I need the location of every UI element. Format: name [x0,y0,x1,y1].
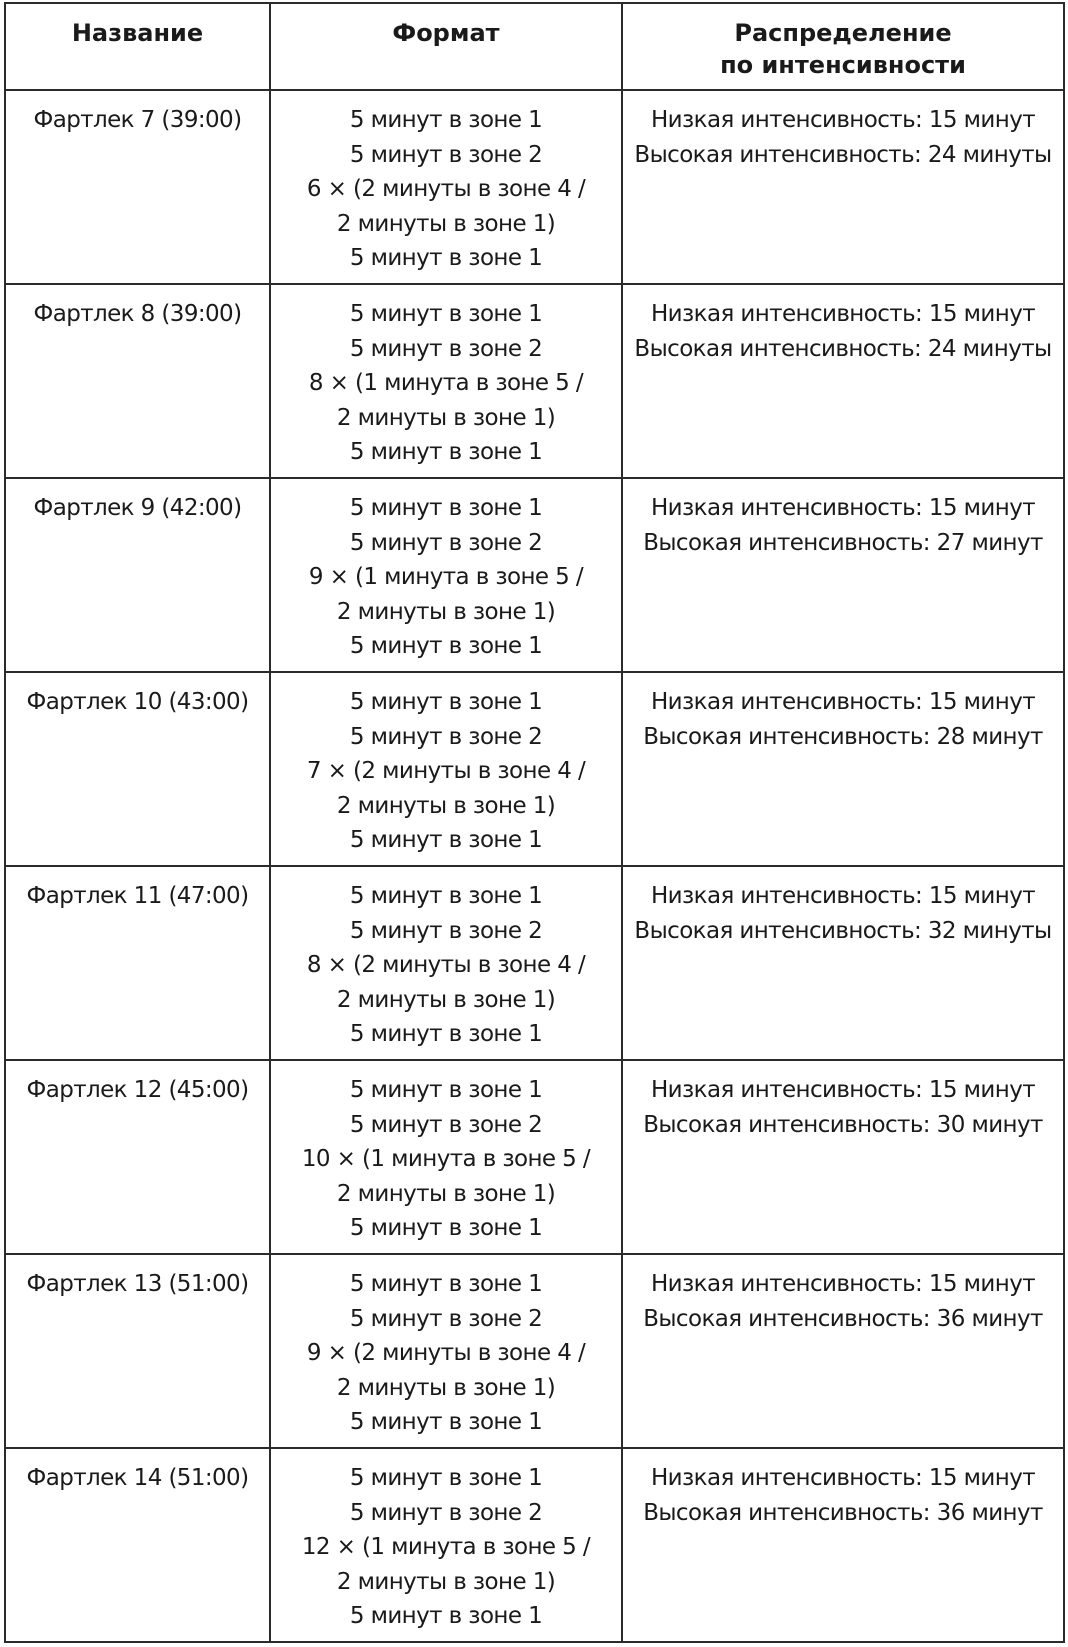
table-row [5,1254,1064,1448]
header-format [270,3,622,90]
header-distribution-line-1: Распределение [734,19,952,47]
table-row [5,90,1064,284]
workout-name: Фартлек 7 (39:00) [33,107,242,133]
low-intensity: Низкая интенсивность: 15 минут [650,1077,1036,1103]
workout-name: Фартлек 8 (39:00) [33,301,242,327]
format-line: 5 минут в зоне 2 [349,335,543,362]
workout-name-cell [5,478,270,672]
workout-format-cell [270,1060,622,1254]
format-line: 2 минуты в зоне 1) [336,792,556,819]
high-intensity: Высокая интенсивность: 24 минуты [634,335,1052,362]
header-row [5,3,1064,90]
format-line: 5 минут в зоне 1 [349,301,543,327]
high-intensity: Высокая интенсивность: 32 минуты [634,917,1052,944]
format-line: 5 минут в зоне 2 [349,1499,543,1526]
workout-format-cell [270,1254,622,1448]
header-name [5,3,270,90]
format-line: 2 минуты в зоне 1) [336,598,556,625]
intensity-distribution-cell [622,1060,1064,1254]
high-intensity: Высокая интенсивность: 24 минуты [634,141,1052,168]
low-intensity: Низкая интенсивность: 15 минут [650,883,1036,909]
format-line: 5 минут в зоне 2 [349,1305,543,1332]
format-line: 5 минут в зоне 2 [349,917,543,944]
format-line: 5 минут в зоне 2 [349,141,543,168]
high-intensity: Высокая интенсивность: 27 минут [643,529,1043,556]
table-row [5,1448,1064,1642]
format-line: 2 минуты в зоне 1) [336,1180,556,1207]
intensity-distribution-cell [622,672,1064,866]
high-intensity: Высокая интенсивность: 28 минут [643,723,1043,750]
low-intensity: Низкая интенсивность: 15 минут [650,1271,1036,1297]
workout-name: Фартлек 12 (45:00) [26,1077,249,1103]
format-line: 5 минут в зоне 1 [349,1021,543,1047]
low-intensity: Низкая интенсивность: 15 минут [650,1465,1036,1491]
workout-format-cell [270,866,622,1060]
intensity-distribution-cell [622,478,1064,672]
fartlek-table [4,2,1065,1643]
format-line: 5 минут в зоне 2 [349,723,543,750]
format-line: 9 × (1 минута в зоне 5 / [308,564,584,590]
format-line: 5 минут в зоне 2 [349,529,543,556]
intensity-distribution-cell [622,1254,1064,1448]
workout-format-cell [270,1448,622,1642]
workout-name-cell [5,1448,270,1642]
format-line: 12 × (1 минута в зоне 5 / [301,1534,591,1560]
high-intensity: Высокая интенсивность: 36 минут [643,1305,1043,1332]
table-row [5,672,1064,866]
workout-name-cell [5,1254,270,1448]
format-line: 2 минуты в зоне 1) [336,210,556,237]
format-line: 8 × (2 минуты в зоне 4 / [306,952,586,978]
header-format-label: Формат [392,19,500,47]
format-line: 5 минут в зоне 1 [349,245,543,271]
high-intensity: Высокая интенсивность: 30 минут [643,1111,1043,1138]
header-distribution [622,3,1064,90]
workout-name: Фартлек 14 (51:00) [26,1465,249,1491]
format-line: 5 минут в зоне 1 [349,439,543,465]
format-line: 8 × (1 минута в зоне 5 / [308,370,584,396]
workout-name-cell [5,284,270,478]
workout-name: Фартлек 11 (47:00) [26,883,249,909]
workout-name: Фартлек 13 (51:00) [26,1271,249,1297]
low-intensity: Низкая интенсивность: 15 минут [650,107,1036,133]
low-intensity: Низкая интенсивность: 15 минут [650,301,1036,327]
workout-format-cell [270,672,622,866]
high-intensity: Высокая интенсивность: 36 минут [643,1499,1043,1526]
format-line: 2 минуты в зоне 1) [336,1568,556,1595]
workout-name: Фартлек 9 (42:00) [33,495,242,521]
format-line: 5 минут в зоне 1 [349,1215,543,1241]
intensity-distribution-cell [622,284,1064,478]
workout-name-cell [5,90,270,284]
format-line: 5 минут в зоне 2 [349,1111,543,1138]
format-line: 5 минут в зоне 1 [349,1077,543,1103]
format-line: 2 минуты в зоне 1) [336,404,556,431]
format-line: 9 × (2 минуты в зоне 4 / [306,1340,586,1366]
format-line: 2 минуты в зоне 1) [336,1374,556,1401]
table-row [5,284,1064,478]
header-name-label: Название [71,19,204,47]
format-line: 5 минут в зоне 1 [349,689,543,715]
workout-format-cell [270,478,622,672]
format-line: 5 минут в зоне 1 [349,827,543,853]
intensity-distribution-cell [622,90,1064,284]
workout-name-cell [5,1060,270,1254]
format-line: 5 минут в зоне 1 [349,1271,543,1297]
format-line: 5 минут в зоне 1 [349,107,543,133]
format-line: 10 × (1 минута в зоне 5 / [301,1146,591,1172]
workout-format-cell [270,90,622,284]
workout-name-cell [5,866,270,1060]
format-line: 2 минуты в зоне 1) [336,986,556,1013]
format-line: 5 минут в зоне 1 [349,1465,543,1491]
header-distribution-line-2: по интенсивности [720,51,966,79]
low-intensity: Низкая интенсивность: 15 минут [650,689,1036,715]
table-row [5,866,1064,1060]
table-row [5,478,1064,672]
format-line: 6 × (2 минуты в зоне 4 / [306,176,586,202]
workout-format-cell [270,284,622,478]
format-line: 5 минут в зоне 1 [349,495,543,521]
low-intensity: Низкая интенсивность: 15 минут [650,495,1036,521]
format-line: 5 минут в зоне 1 [349,1603,543,1629]
format-line: 5 минут в зоне 1 [349,883,543,909]
workout-name: Фартлек 10 (43:00) [26,689,249,715]
workout-name-cell [5,672,270,866]
intensity-distribution-cell [622,1448,1064,1642]
format-line: 7 × (2 минуты в зоне 4 / [306,758,586,784]
format-line: 5 минут в зоне 1 [349,1409,543,1435]
table-row [5,1060,1064,1254]
intensity-distribution-cell [622,866,1064,1060]
format-line: 5 минут в зоне 1 [349,633,543,659]
